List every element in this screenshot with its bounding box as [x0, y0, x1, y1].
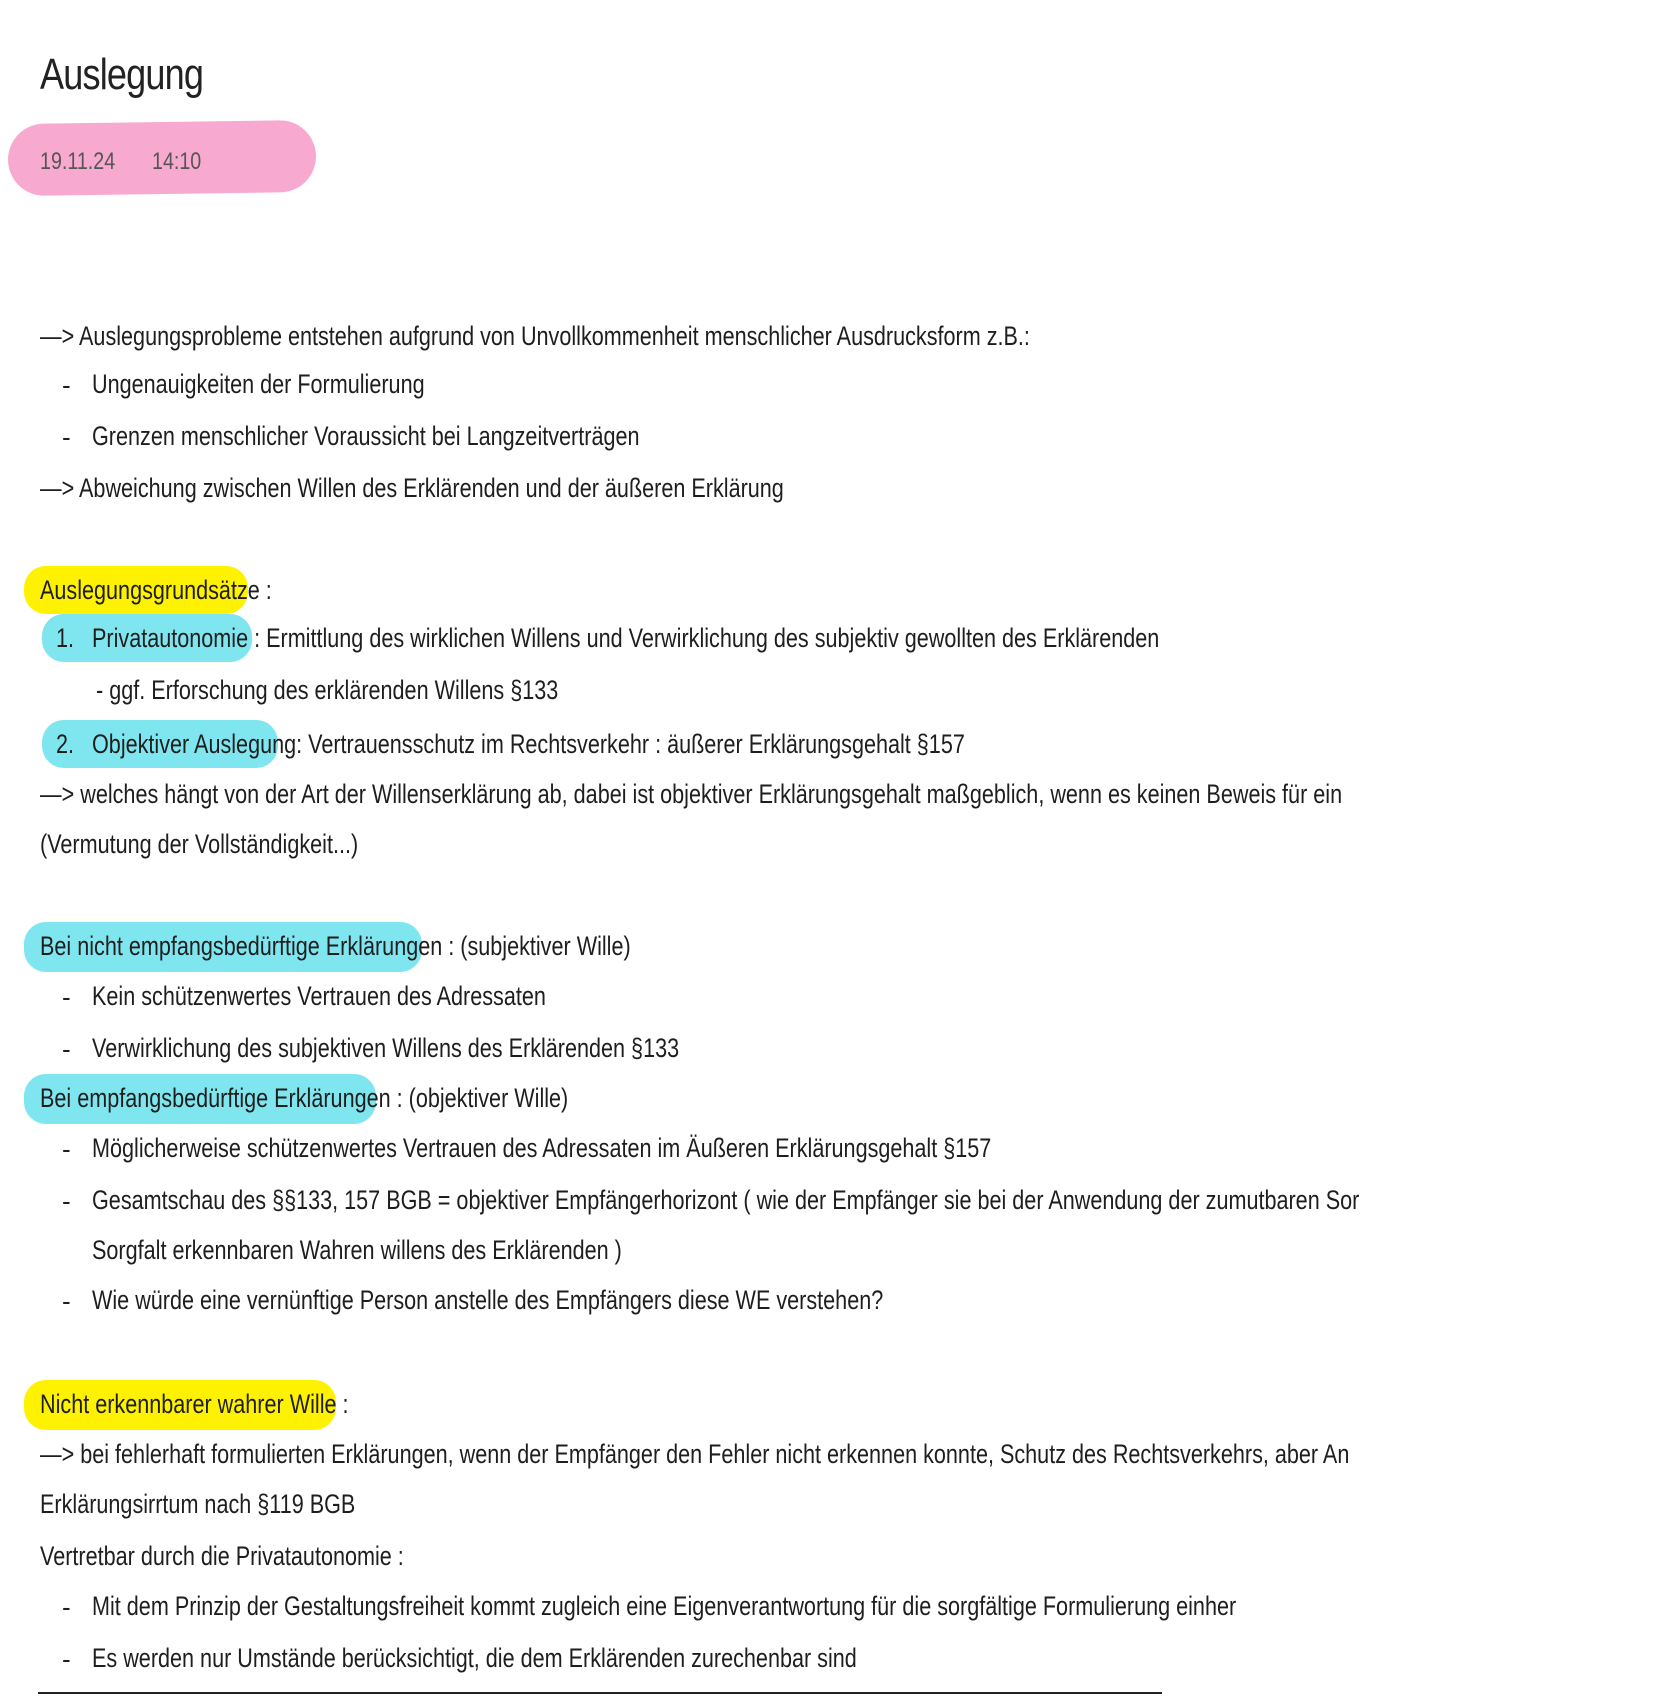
bullet-dot: -: [62, 1186, 71, 1216]
nicht-empf-heading: Bei nicht empfangsbedürftige Erklärungen : (subjektiver Wille): [40, 931, 631, 961]
divider-line: [38, 1692, 1162, 1694]
vertretbar-line: Vertretbar durch die Privatautonomie :: [40, 1541, 404, 1571]
intro-line-1: —> Auslegungsprobleme entstehen aufgrund von Unvollkommenheit menschlicher Ausdrucksform z.B.:: [40, 321, 1030, 351]
empf-bullet-1: Möglicherweise schützenwertes Vertrauen des Adressaten im Äußeren Erklärungsgehalt §157: [92, 1133, 992, 1163]
nicht-erkennbar-cont: Erklärungsirrtum nach §119 BGB: [40, 1489, 356, 1519]
empf-bullet-2-cont: Sorgfalt erkennbaren Wahren willens des Erklärenden ): [92, 1235, 622, 1265]
grundsatz-2: Objektiver Auslegung: Vertrauensschutz im Rechtsverkehr : äußerer Erklärungsgehalt §157: [92, 729, 965, 759]
vertretbar-bullet-2: Es werden nur Umstände berücksichtigt, die dem Erklärenden zurechenbar sind: [92, 1643, 857, 1673]
bullet-dot: -: [62, 1644, 71, 1674]
empf-bullet-2: Gesamtschau des §§133, 157 BGB = objektiver Empfängerhorizont ( wie der Empfänger sie bei der Anwendung der zumutbaren Sor: [92, 1185, 1360, 1215]
grundsatz-1-sub: - ggf. Erforschung des erklärenden Willens §133: [96, 675, 559, 705]
heading-nicht-erkennbar: Nicht erkennbarer wahrer Wille :: [40, 1389, 349, 1419]
bullet-dot: -: [62, 370, 71, 400]
item-number: 1.: [56, 623, 75, 653]
intro-line-2: —> Abweichung zwischen Willen des Erklärenden und der äußeren Erklärung: [40, 473, 784, 503]
bullet-dot: -: [62, 1034, 71, 1064]
grundsatz-arrow: —> welches hängt von der Art der Willenserklärung ab, dabei ist objektiver Erklärungsgehalt maßgeblich, wenn es keinen Beweis für ein: [40, 779, 1343, 809]
intro-bullet-1: Ungenauigkeiten der Formulierung: [92, 369, 425, 399]
nicht-erkennbar-arrow: —> bei fehlerhaft formulierten Erklärungen, wenn der Empfänger den Fehler nicht erkennen konnte, Schutz des Rechtsverkehrs, aber An: [40, 1439, 1350, 1469]
page-title: Auslegung: [40, 50, 204, 99]
grundsatz-cont: (Vermutung der Vollständigkeit...): [40, 829, 359, 859]
bullet-dot: -: [62, 1134, 71, 1164]
heading-grundsaetze: Auslegungsgrundsätze :: [40, 575, 272, 605]
bullet-dot: -: [62, 422, 71, 452]
vertretbar-bullet-1: Mit dem Prinzip der Gestaltungsfreiheit kommt zugleich eine Eigenverantwortung für die sorgfältige Formulierung einher: [92, 1591, 1237, 1621]
item-number: 2.: [56, 729, 75, 759]
bullet-dot: -: [62, 1592, 71, 1622]
bullet-dot: -: [62, 982, 71, 1012]
note-date: 19.11.24: [40, 148, 116, 175]
bullet-dot: -: [62, 1286, 71, 1316]
note-time: 14:10: [152, 148, 202, 175]
empf-bullet-3: Wie würde eine vernünftige Person anstelle des Empfängers diese WE verstehen?: [92, 1285, 884, 1315]
grundsatz-1: Privatautonomie : Ermittlung des wirklichen Willens und Verwirklichung des subjektiv gewollten des Erklärenden: [92, 623, 1160, 653]
nicht-empf-bullet-2: Verwirklichung des subjektiven Willens des Erklärenden §133: [92, 1033, 680, 1063]
empf-heading: Bei empfangsbedürftige Erklärungen : (objektiver Wille): [40, 1083, 569, 1113]
nicht-empf-bullet-1: Kein schützenwertes Vertrauen des Adressaten: [92, 981, 546, 1011]
intro-bullet-2: Grenzen menschlicher Voraussicht bei Langzeitverträgen: [92, 421, 640, 451]
